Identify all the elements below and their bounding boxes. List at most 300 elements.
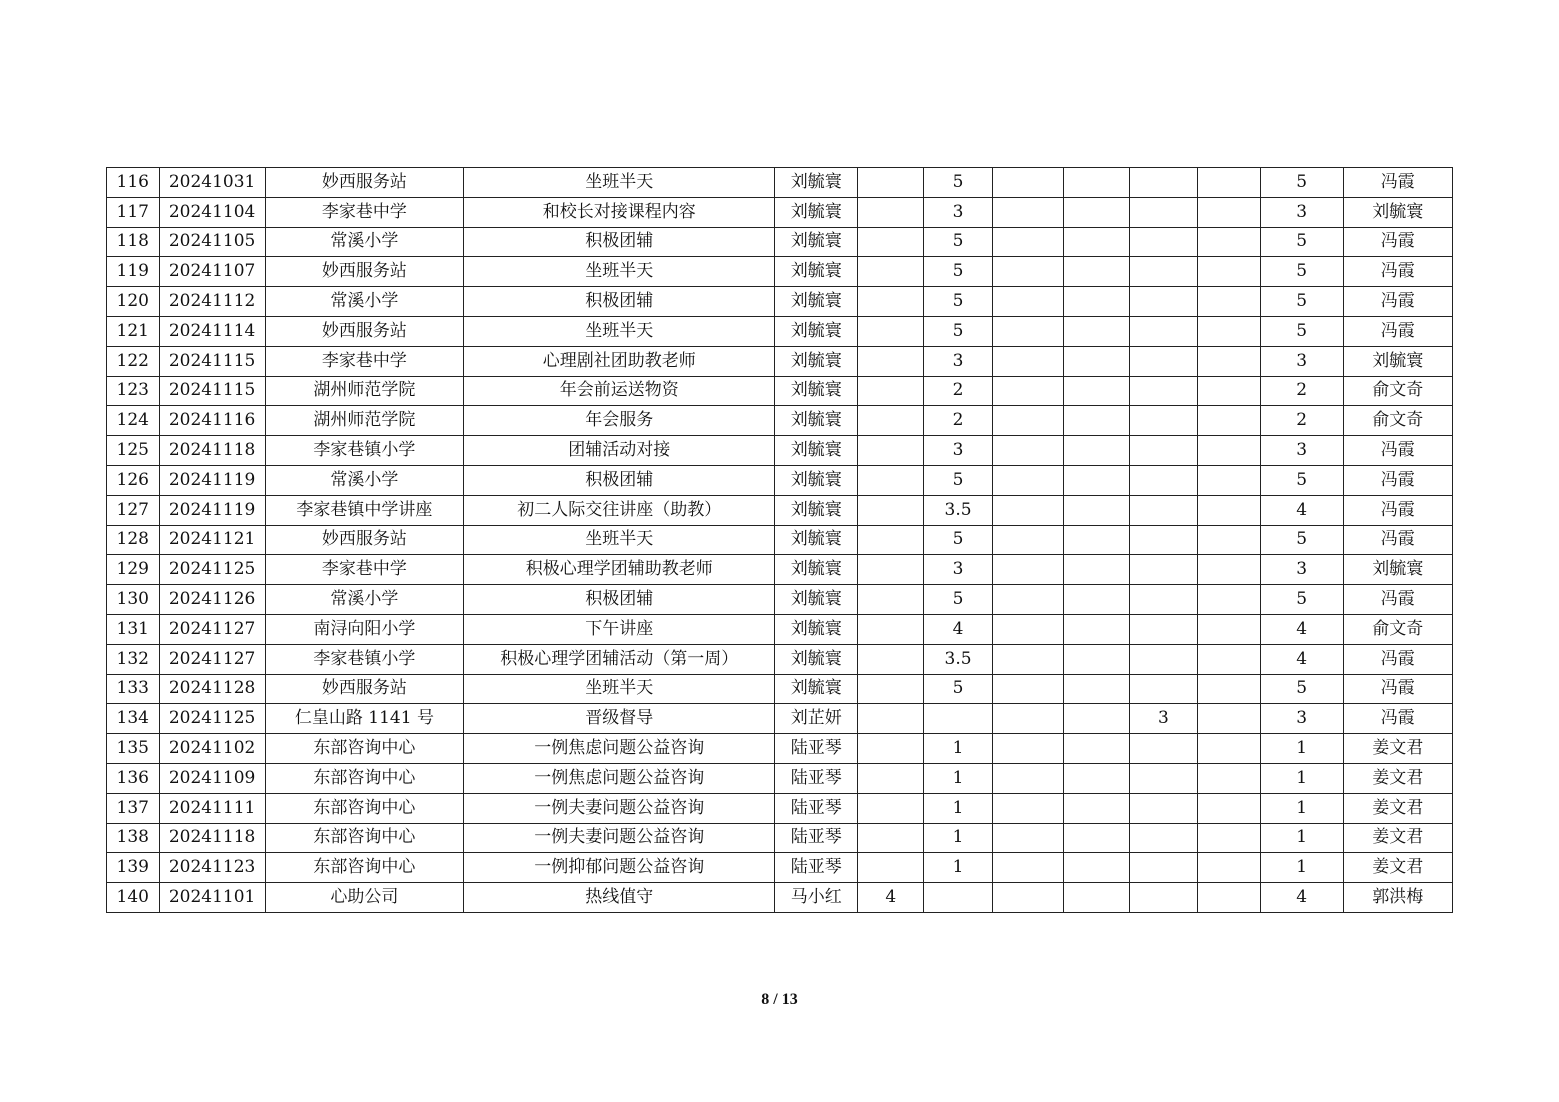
cell-hours-col-9 xyxy=(1064,257,1130,287)
cell-total-hours: 5 xyxy=(1260,674,1343,704)
cell-index: 138 xyxy=(107,823,160,853)
cell-activity: 坐班半天 xyxy=(464,674,775,704)
cell-hours-col-9 xyxy=(1064,436,1130,466)
cell-person: 刘毓寰 xyxy=(775,227,858,257)
cell-verifier: 刘毓寰 xyxy=(1343,197,1452,227)
cell-location: 东部咨询中心 xyxy=(265,793,464,823)
cell-hours-col-11 xyxy=(1197,823,1260,853)
cell-activity: 一例抑郁问题公益咨询 xyxy=(464,853,775,883)
cell-hours-col-8 xyxy=(992,674,1063,704)
cell-date: 20241107 xyxy=(159,257,265,287)
cell-hours-col-10 xyxy=(1130,555,1197,585)
cell-hours-col-7: 5 xyxy=(924,287,992,317)
cell-hours-col-10 xyxy=(1130,316,1197,346)
cell-hours-col-11 xyxy=(1197,168,1260,198)
cell-verifier: 姜文君 xyxy=(1343,823,1452,853)
cell-person: 刘毓寰 xyxy=(775,287,858,317)
cell-verifier: 俞文奇 xyxy=(1343,406,1452,436)
cell-total-hours: 1 xyxy=(1260,853,1343,883)
cell-activity: 坐班半天 xyxy=(464,257,775,287)
cell-date: 20241112 xyxy=(159,287,265,317)
table-body xyxy=(107,168,1453,913)
table-row xyxy=(107,853,1453,883)
cell-person: 刘毓寰 xyxy=(775,376,858,406)
cell-verifier: 冯霞 xyxy=(1343,704,1452,734)
cell-location: 常溪小学 xyxy=(265,585,464,615)
cell-location: 常溪小学 xyxy=(265,287,464,317)
cell-hours-col-10 xyxy=(1130,257,1197,287)
cell-person: 陆亚琴 xyxy=(775,763,858,793)
cell-total-hours: 1 xyxy=(1260,763,1343,793)
cell-activity: 一例焦虑问题公益咨询 xyxy=(464,763,775,793)
cell-activity: 积极团辅 xyxy=(464,465,775,495)
cell-hours-col-10 xyxy=(1130,168,1197,198)
cell-hours-col-7: 2 xyxy=(924,406,992,436)
cell-hours-col-11 xyxy=(1197,316,1260,346)
cell-date: 20241111 xyxy=(159,793,265,823)
cell-hours-col-11 xyxy=(1197,585,1260,615)
cell-hours-col-11 xyxy=(1197,674,1260,704)
cell-hours-col-10 xyxy=(1130,197,1197,227)
cell-hours-col-6 xyxy=(858,168,924,198)
cell-verifier: 姜文君 xyxy=(1343,734,1452,764)
cell-index: 129 xyxy=(107,555,160,585)
cell-person: 刘毓寰 xyxy=(775,614,858,644)
cell-location: 李家巷镇小学 xyxy=(265,644,464,674)
cell-hours-col-11 xyxy=(1197,465,1260,495)
cell-hours-col-9 xyxy=(1064,495,1130,525)
cell-date: 20241116 xyxy=(159,406,265,436)
cell-hours-col-10 xyxy=(1130,287,1197,317)
cell-activity: 积极团辅 xyxy=(464,287,775,317)
cell-total-hours: 3 xyxy=(1260,346,1343,376)
cell-verifier: 姜文君 xyxy=(1343,853,1452,883)
cell-activity: 团辅活动对接 xyxy=(464,436,775,466)
cell-verifier: 姜文君 xyxy=(1343,793,1452,823)
cell-hours-col-9 xyxy=(1064,823,1130,853)
table-row xyxy=(107,525,1453,555)
cell-verifier: 刘毓寰 xyxy=(1343,346,1452,376)
table-row xyxy=(107,346,1453,376)
cell-location: 李家巷镇小学 xyxy=(265,436,464,466)
cell-total-hours: 1 xyxy=(1260,793,1343,823)
cell-hours-col-8 xyxy=(992,555,1063,585)
cell-location: 妙西服务站 xyxy=(265,168,464,198)
cell-hours-col-9 xyxy=(1064,853,1130,883)
cell-hours-col-8 xyxy=(992,883,1063,913)
cell-total-hours: 3 xyxy=(1260,704,1343,734)
cell-hours-col-11 xyxy=(1197,853,1260,883)
cell-date: 20241101 xyxy=(159,883,265,913)
cell-index: 136 xyxy=(107,763,160,793)
cell-hours-col-6 xyxy=(858,257,924,287)
cell-index: 130 xyxy=(107,585,160,615)
cell-hours-col-9 xyxy=(1064,763,1130,793)
cell-hours-col-11 xyxy=(1197,287,1260,317)
cell-activity: 和校长对接课程内容 xyxy=(464,197,775,227)
cell-date: 20241115 xyxy=(159,376,265,406)
cell-person: 刘毓寰 xyxy=(775,346,858,376)
cell-date: 20241128 xyxy=(159,674,265,704)
cell-verifier: 冯霞 xyxy=(1343,525,1452,555)
cell-date: 20241119 xyxy=(159,495,265,525)
table-row xyxy=(107,763,1453,793)
cell-hours-col-6 xyxy=(858,704,924,734)
cell-hours-col-11 xyxy=(1197,227,1260,257)
cell-hours-col-9 xyxy=(1064,465,1130,495)
cell-hours-col-8 xyxy=(992,406,1063,436)
cell-date: 20241104 xyxy=(159,197,265,227)
cell-hours-col-11 xyxy=(1197,346,1260,376)
cell-hours-col-11 xyxy=(1197,436,1260,466)
cell-hours-col-6 xyxy=(858,614,924,644)
cell-verifier: 俞文奇 xyxy=(1343,376,1452,406)
cell-hours-col-9 xyxy=(1064,734,1130,764)
cell-location: 南浔向阳小学 xyxy=(265,614,464,644)
cell-hours-col-8 xyxy=(992,495,1063,525)
table-row xyxy=(107,316,1453,346)
cell-hours-col-11 xyxy=(1197,555,1260,585)
cell-hours-col-10 xyxy=(1130,465,1197,495)
cell-index: 116 xyxy=(107,168,160,198)
cell-hours-col-10 xyxy=(1130,585,1197,615)
cell-person: 刘毓寰 xyxy=(775,465,858,495)
cell-hours-col-10 xyxy=(1130,674,1197,704)
cell-hours-col-11 xyxy=(1197,376,1260,406)
cell-hours-col-6 xyxy=(858,495,924,525)
cell-hours-col-7: 5 xyxy=(924,585,992,615)
cell-hours-col-9 xyxy=(1064,168,1130,198)
cell-hours-col-11 xyxy=(1197,257,1260,287)
cell-hours-col-11 xyxy=(1197,734,1260,764)
cell-location: 妙西服务站 xyxy=(265,316,464,346)
cell-hours-col-7: 5 xyxy=(924,257,992,287)
cell-hours-col-10 xyxy=(1130,644,1197,674)
cell-hours-col-9 xyxy=(1064,316,1130,346)
cell-date: 20241127 xyxy=(159,614,265,644)
cell-hours-col-10 xyxy=(1130,227,1197,257)
cell-hours-col-8 xyxy=(992,853,1063,883)
cell-hours-col-11 xyxy=(1197,883,1260,913)
cell-hours-col-8 xyxy=(992,376,1063,406)
table-row xyxy=(107,555,1453,585)
table-row xyxy=(107,674,1453,704)
cell-hours-col-6 xyxy=(858,793,924,823)
cell-location: 东部咨询中心 xyxy=(265,763,464,793)
cell-total-hours: 5 xyxy=(1260,525,1343,555)
cell-activity: 心理剧社团助教老师 xyxy=(464,346,775,376)
cell-hours-col-7: 1 xyxy=(924,853,992,883)
cell-index: 135 xyxy=(107,734,160,764)
cell-hours-col-7: 1 xyxy=(924,763,992,793)
cell-person: 刘毓寰 xyxy=(775,316,858,346)
cell-hours-col-6 xyxy=(858,346,924,376)
cell-verifier: 冯霞 xyxy=(1343,316,1452,346)
cell-hours-col-8 xyxy=(992,436,1063,466)
cell-hours-col-9 xyxy=(1064,227,1130,257)
cell-activity: 热线值守 xyxy=(464,883,775,913)
cell-hours-col-7: 1 xyxy=(924,823,992,853)
table-row xyxy=(107,257,1453,287)
cell-location: 湖州师范学院 xyxy=(265,376,464,406)
cell-date: 20241123 xyxy=(159,853,265,883)
cell-verifier: 刘毓寰 xyxy=(1343,555,1452,585)
cell-hours-col-6 xyxy=(858,376,924,406)
cell-hours-col-10 xyxy=(1130,346,1197,376)
cell-hours-col-10 xyxy=(1130,376,1197,406)
cell-index: 137 xyxy=(107,793,160,823)
cell-location: 心助公司 xyxy=(265,883,464,913)
cell-date: 20241127 xyxy=(159,644,265,674)
cell-total-hours: 4 xyxy=(1260,614,1343,644)
cell-hours-col-8 xyxy=(992,465,1063,495)
cell-date: 20241118 xyxy=(159,436,265,466)
cell-verifier: 郭洪梅 xyxy=(1343,883,1452,913)
cell-hours-col-8 xyxy=(992,197,1063,227)
cell-hours-col-7 xyxy=(924,704,992,734)
cell-hours-col-6 xyxy=(858,555,924,585)
cell-hours-col-8 xyxy=(992,168,1063,198)
cell-location: 妙西服务站 xyxy=(265,257,464,287)
cell-hours-col-9 xyxy=(1064,287,1130,317)
cell-location: 李家巷中学 xyxy=(265,346,464,376)
cell-activity: 积极团辅 xyxy=(464,585,775,615)
cell-hours-col-7: 1 xyxy=(924,793,992,823)
cell-verifier: 冯霞 xyxy=(1343,227,1452,257)
cell-person: 陆亚琴 xyxy=(775,793,858,823)
cell-hours-col-6 xyxy=(858,853,924,883)
cell-person: 刘毓寰 xyxy=(775,257,858,287)
cell-person: 陆亚琴 xyxy=(775,823,858,853)
cell-hours-col-9 xyxy=(1064,197,1130,227)
cell-hours-col-6 xyxy=(858,585,924,615)
cell-verifier: 冯霞 xyxy=(1343,495,1452,525)
cell-hours-col-7: 3 xyxy=(924,555,992,585)
table-row xyxy=(107,883,1453,913)
cell-activity: 坐班半天 xyxy=(464,168,775,198)
cell-hours-col-10: 3 xyxy=(1130,704,1197,734)
cell-index: 139 xyxy=(107,853,160,883)
table-row xyxy=(107,585,1453,615)
cell-index: 121 xyxy=(107,316,160,346)
cell-total-hours: 2 xyxy=(1260,406,1343,436)
cell-person: 刘毓寰 xyxy=(775,495,858,525)
cell-hours-col-7 xyxy=(924,883,992,913)
cell-hours-col-9 xyxy=(1064,704,1130,734)
cell-verifier: 姜文君 xyxy=(1343,763,1452,793)
cell-person: 刘毓寰 xyxy=(775,525,858,555)
cell-hours-col-9 xyxy=(1064,406,1130,436)
table-row xyxy=(107,436,1453,466)
cell-hours-col-10 xyxy=(1130,763,1197,793)
cell-hours-col-6 xyxy=(858,465,924,495)
cell-activity: 年会服务 xyxy=(464,406,775,436)
cell-hours-col-6 xyxy=(858,525,924,555)
cell-hours-col-8 xyxy=(992,614,1063,644)
table-row xyxy=(107,704,1453,734)
cell-person: 刘毓寰 xyxy=(775,585,858,615)
cell-verifier: 冯霞 xyxy=(1343,585,1452,615)
cell-verifier: 冯霞 xyxy=(1343,674,1452,704)
cell-hours-col-7: 3.5 xyxy=(924,495,992,525)
cell-date: 20241115 xyxy=(159,346,265,376)
cell-total-hours: 3 xyxy=(1260,197,1343,227)
page-number: 8 / 13 xyxy=(761,991,798,1008)
cell-date: 20241125 xyxy=(159,555,265,585)
cell-total-hours: 4 xyxy=(1260,644,1343,674)
cell-date: 20241031 xyxy=(159,168,265,198)
cell-index: 128 xyxy=(107,525,160,555)
cell-activity: 一例夫妻问题公益咨询 xyxy=(464,823,775,853)
cell-location: 常溪小学 xyxy=(265,227,464,257)
cell-date: 20241114 xyxy=(159,316,265,346)
table-row xyxy=(107,823,1453,853)
cell-hours-col-9 xyxy=(1064,883,1130,913)
cell-activity: 初二人际交往讲座（助教） xyxy=(464,495,775,525)
cell-hours-col-6 xyxy=(858,436,924,466)
cell-verifier: 冯霞 xyxy=(1343,436,1452,466)
table-row xyxy=(107,197,1453,227)
cell-verifier: 冯霞 xyxy=(1343,168,1452,198)
cell-location: 东部咨询中心 xyxy=(265,853,464,883)
cell-total-hours: 3 xyxy=(1260,436,1343,466)
cell-location: 李家巷中学 xyxy=(265,555,464,585)
cell-total-hours: 5 xyxy=(1260,227,1343,257)
cell-total-hours: 2 xyxy=(1260,376,1343,406)
cell-activity: 坐班半天 xyxy=(464,525,775,555)
cell-hours-col-11 xyxy=(1197,406,1260,436)
cell-location: 东部咨询中心 xyxy=(265,734,464,764)
cell-verifier: 冯霞 xyxy=(1343,465,1452,495)
cell-date: 20241126 xyxy=(159,585,265,615)
cell-hours-col-7: 3 xyxy=(924,197,992,227)
cell-hours-col-8 xyxy=(992,525,1063,555)
cell-hours-col-7: 3.5 xyxy=(924,644,992,674)
cell-index: 125 xyxy=(107,436,160,466)
cell-hours-col-7: 3 xyxy=(924,436,992,466)
cell-hours-col-9 xyxy=(1064,555,1130,585)
cell-person: 刘毓寰 xyxy=(775,644,858,674)
cell-index: 132 xyxy=(107,644,160,674)
cell-hours-col-9 xyxy=(1064,793,1130,823)
cell-hours-col-7: 5 xyxy=(924,465,992,495)
cell-hours-col-11 xyxy=(1197,495,1260,525)
cell-index: 126 xyxy=(107,465,160,495)
cell-index: 127 xyxy=(107,495,160,525)
table-row xyxy=(107,644,1453,674)
table-row xyxy=(107,614,1453,644)
cell-person: 刘毓寰 xyxy=(775,436,858,466)
cell-hours-col-11 xyxy=(1197,197,1260,227)
table-row xyxy=(107,793,1453,823)
cell-hours-col-7: 5 xyxy=(924,525,992,555)
cell-date: 20241118 xyxy=(159,823,265,853)
cell-location: 李家巷镇中学讲座 xyxy=(265,495,464,525)
cell-verifier: 俞文奇 xyxy=(1343,614,1452,644)
cell-activity: 年会前运送物资 xyxy=(464,376,775,406)
cell-hours-col-9 xyxy=(1064,644,1130,674)
cell-total-hours: 1 xyxy=(1260,823,1343,853)
cell-hours-col-11 xyxy=(1197,614,1260,644)
cell-activity: 一例焦虑问题公益咨询 xyxy=(464,734,775,764)
cell-hours-col-9 xyxy=(1064,585,1130,615)
cell-hours-col-11 xyxy=(1197,644,1260,674)
cell-hours-col-11 xyxy=(1197,763,1260,793)
cell-activity: 一例夫妻问题公益咨询 xyxy=(464,793,775,823)
cell-activity: 积极团辅 xyxy=(464,227,775,257)
cell-activity: 坐班半天 xyxy=(464,316,775,346)
cell-total-hours: 4 xyxy=(1260,495,1343,525)
cell-index: 118 xyxy=(107,227,160,257)
cell-hours-col-9 xyxy=(1064,674,1130,704)
cell-location: 妙西服务站 xyxy=(265,525,464,555)
cell-hours-col-7: 5 xyxy=(924,227,992,257)
table-row xyxy=(107,168,1453,198)
volunteer-hours-table xyxy=(106,167,1453,913)
cell-total-hours: 1 xyxy=(1260,734,1343,764)
cell-hours-col-10 xyxy=(1130,406,1197,436)
cell-location: 东部咨询中心 xyxy=(265,823,464,853)
cell-date: 20241119 xyxy=(159,465,265,495)
cell-total-hours: 5 xyxy=(1260,465,1343,495)
cell-location: 李家巷中学 xyxy=(265,197,464,227)
cell-hours-col-10 xyxy=(1130,436,1197,466)
cell-hours-col-10 xyxy=(1130,734,1197,764)
cell-hours-col-7: 1 xyxy=(924,734,992,764)
cell-verifier: 冯霞 xyxy=(1343,287,1452,317)
table-row xyxy=(107,287,1453,317)
cell-hours-col-7: 4 xyxy=(924,614,992,644)
cell-hours-col-7: 5 xyxy=(924,674,992,704)
table-row xyxy=(107,495,1453,525)
cell-hours-col-9 xyxy=(1064,614,1130,644)
cell-hours-col-6 xyxy=(858,734,924,764)
table-row xyxy=(107,227,1453,257)
cell-total-hours: 5 xyxy=(1260,257,1343,287)
cell-index: 117 xyxy=(107,197,160,227)
cell-hours-col-11 xyxy=(1197,525,1260,555)
cell-hours-col-10 xyxy=(1130,853,1197,883)
cell-date: 20241125 xyxy=(159,704,265,734)
cell-person: 刘毓寰 xyxy=(775,406,858,436)
cell-hours-col-8 xyxy=(992,227,1063,257)
cell-verifier: 冯霞 xyxy=(1343,644,1452,674)
cell-date: 20241121 xyxy=(159,525,265,555)
cell-total-hours: 5 xyxy=(1260,168,1343,198)
cell-person: 陆亚琴 xyxy=(775,734,858,764)
cell-location: 妙西服务站 xyxy=(265,674,464,704)
cell-hours-col-8 xyxy=(992,734,1063,764)
table-row xyxy=(107,406,1453,436)
cell-activity: 晋级督导 xyxy=(464,704,775,734)
cell-index: 120 xyxy=(107,287,160,317)
cell-total-hours: 5 xyxy=(1260,287,1343,317)
cell-hours-col-10 xyxy=(1130,883,1197,913)
cell-total-hours: 5 xyxy=(1260,585,1343,615)
cell-person: 陆亚琴 xyxy=(775,853,858,883)
cell-index: 123 xyxy=(107,376,160,406)
cell-index: 133 xyxy=(107,674,160,704)
cell-index: 134 xyxy=(107,704,160,734)
cell-hours-col-8 xyxy=(992,585,1063,615)
cell-hours-col-6 xyxy=(858,287,924,317)
cell-hours-col-8 xyxy=(992,257,1063,287)
cell-person: 马小红 xyxy=(775,883,858,913)
cell-index: 140 xyxy=(107,883,160,913)
cell-hours-col-8 xyxy=(992,793,1063,823)
cell-hours-col-9 xyxy=(1064,376,1130,406)
cell-location: 仁皇山路 1141 号 xyxy=(265,704,464,734)
